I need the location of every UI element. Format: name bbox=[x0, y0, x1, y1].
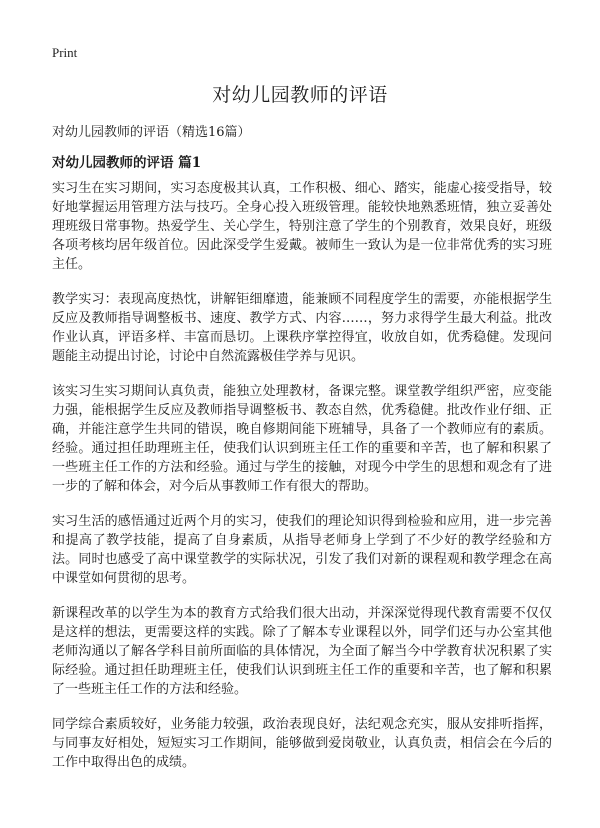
paragraph: 同学综合素质较好，业务能力较强，政治表现良好，法纪观念充实，服从安排听指挥，与同事友好相处，短短实习工作期间，能够做到爱岗敬业，认真负责，相信会在今后的工作中取得出色的成绩。 bbox=[52, 717, 552, 770]
paragraph: 该实习生实习期间认真负责，能独立处理教材，备课完整。课堂教学组织严密，应变能力强，能根据学生反应及教师指导调整板书、教态自然，优秀稳健。批改作业仔细、正确，并能注意学生共同的错误，晚自修期间能下班辅导，具备了一个教师应有的素质。 经验。通过担任助理班主任，使我们认识到班主任工作的重要和辛苦，也了解和积累了一些班主任工作的方法和经验。通过与学生的接触，对现今中学生的思想和观念有了进一步的了解和体会，对今后从事教师工作有很大的帮助。 bbox=[52, 384, 552, 494]
document-title: 对幼儿园教师的评语 bbox=[212, 84, 388, 106]
section-heading: 对幼儿园教师的评语 篇1 bbox=[52, 155, 202, 171]
document-body bbox=[52, 179, 552, 788]
print-link[interactable]: Print bbox=[52, 45, 78, 60]
paragraph: 实习生活的感悟通过近两个月的实习，使我们的理论知识得到检验和应用，进一步完善和提高了教学技能，提高了自身素质，从指导老师身上学到了不少好的教学经验和方法。同时也感受了高中课堂教学的实际状况，引发了我们对新的课程观和教学理念在高中课堂如何贯彻的思考。 bbox=[52, 514, 552, 586]
paragraph: 教学实习：表现高度热忱，讲解钜细靡遗，能兼顾不同程度学生的需要，亦能根据学生反应及教师指导调整板书、速度、教学方式、内容……，努力求得学生最大利益。批改作业认真，评语多样、丰富而恳切。上课秩序掌控得宜，收放自如，优秀稳健。发现问题能主动提出讨论，讨论中自然流露极佳学养与见识。 bbox=[52, 292, 552, 364]
document-subtitle: 对幼儿园教师的评语（精选16篇） bbox=[52, 125, 251, 140]
paragraph: 新课程改革的以学生为本的教育方式给我们很大出动，并深深觉得现代教育需要不仅仅是这样的想法，更需要这样的实践。除了了解本专业课程以外，同学们还与办公室其他老师沟通以了解各学科目前所面临的具体情况，为全面了解当今中学教育状况积累了实际经验。通过担任助理班主任，使我们认识到班主任工作的重要和辛苦，也了解和积累了一些班主任工作的方法和经验。 bbox=[52, 606, 552, 697]
paragraph: 实习生在实习期间，实习态度极其认真，工作积极、细心、踏实，能虚心接受指导，较好地掌握运用管理方法与技巧。全身心投入班级管理。能较快地熟悉班情，独立妥善处理班级日常事物。热爱学生、关心学生，特别注意了学生的个别教育，效果良好，班级各项考核均居年级首位。因此深受学生爱戴。被师生一致认为是一位非常优秀的实习班主任。 bbox=[52, 181, 552, 272]
